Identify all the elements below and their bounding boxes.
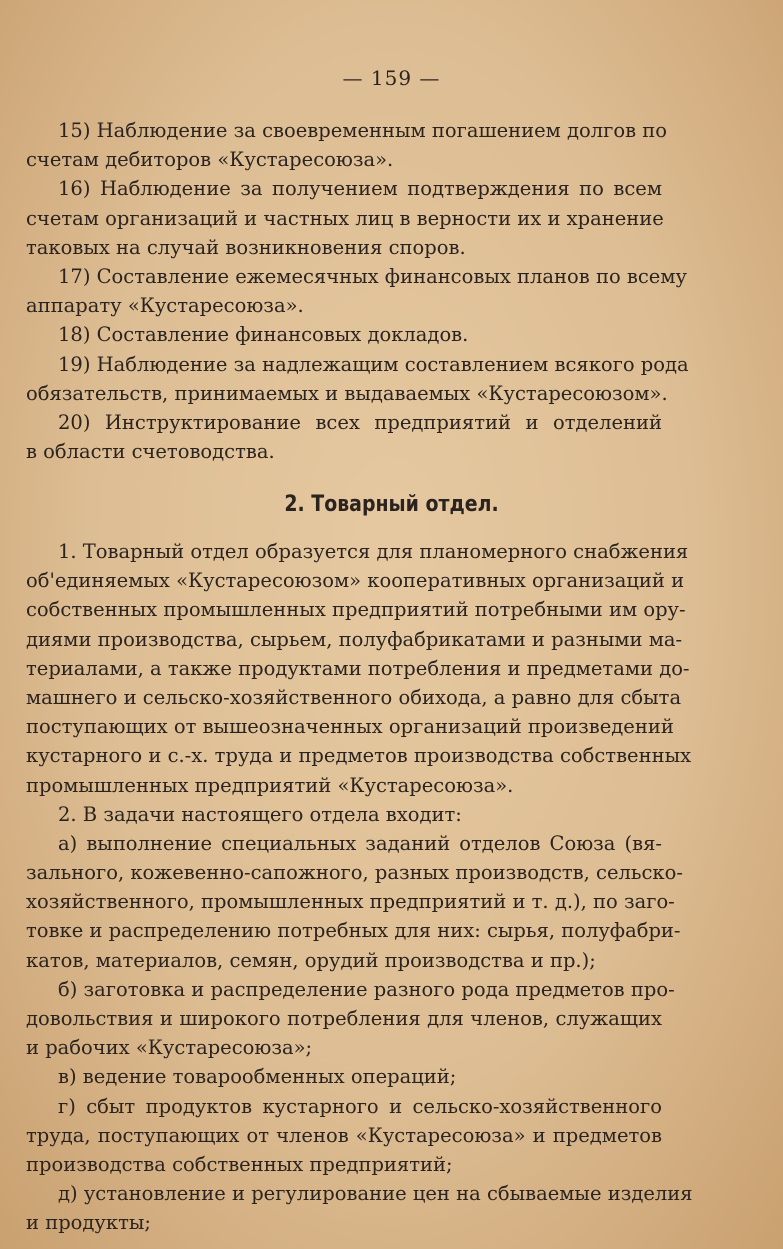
text-line: 20) Инструктирование всех предприятий и отделений	[58, 410, 662, 434]
text-line: довольствия и широкого потребления для членов, служащих	[26, 1007, 662, 1030]
text-line: хозяйственного, промышленных предприятий и т. д.), по заго-	[26, 890, 675, 914]
text-line: г) сбыт продуктов кустарного и сельско-хозяйственного	[58, 1094, 662, 1118]
text-line: диями производства, сырьем, полуфабрикатами и разными ма-	[26, 627, 683, 651]
text-line: 17) Составление ежемесячных финансовых планов по всему	[58, 264, 687, 288]
text-line: 16) Наблюдение за получением подтверждения по всем	[58, 177, 662, 201]
text-line: териалами, а также продуктами потребления и предметами до-	[26, 656, 690, 680]
text-line: б) заготовка и распределение разного рода предметов про-	[58, 977, 675, 1001]
text-line: кустарного и с.-х. труда и предметов производства собственных	[26, 744, 692, 768]
paragraph-list-financial-duties	[26, 116, 689, 466]
text-line: аппарату «Кустаресоюза».	[26, 294, 304, 318]
text-line: об'единяемых «Кустаресоюзом» кооперативных организаций и	[26, 569, 685, 593]
text-line: в области счетоводства.	[26, 440, 275, 464]
text-line: счетам дебиторов «Кустаресоюза».	[26, 148, 394, 172]
text-line: собственных промышленных предприятий потребными им ору-	[26, 598, 686, 622]
text-line: а) выполнение специальных заданий отделов Союза (вя-	[58, 831, 662, 855]
text-line: товке и распределению потребных для них: сырья, полуфабри-	[26, 919, 681, 943]
text-line: зального, кожевенно-сапожного, разных производств, сельско-	[26, 861, 683, 885]
text-line: машнего и сельско-хозяйственного обихода, а равно для сбыта	[26, 685, 682, 709]
text-line: поступающих от вышеозначенных организаций произведений	[26, 715, 674, 739]
text-line: таковых на случай возникновения споров.	[26, 235, 466, 259]
text-line: в) ведение товарообменных операций;	[58, 1065, 457, 1089]
text-line: 19) Наблюдение за надлежащим составлением всякого рода	[58, 352, 689, 376]
text-line: обязательств, принимаемых и выдаваемых «Кустаресоюзом».	[26, 381, 668, 405]
text-line: 18) Составление финансовых докладов.	[58, 323, 469, 347]
page-number: — 159 —	[342, 66, 441, 90]
text-line: труда, поступающих от членов «Кустаресоюза» и предметов	[26, 1123, 662, 1147]
text-line: д) установление и регулирование цен на сбываемые изделия	[58, 1182, 693, 1206]
text-line: 2. В задачи настоящего отдела входит:	[58, 802, 462, 826]
paragraph-list-goods-department	[26, 537, 693, 1238]
text-line: катов, материалов, семян, орудий производства и пр.);	[26, 948, 596, 972]
text-line: и продукты;	[26, 1211, 151, 1235]
text-line: производства собственных предприятий;	[26, 1152, 453, 1176]
text-line: промышленных предприятий «Кустаресоюза».	[26, 773, 514, 797]
text-line: счетам организаций и частных лиц в верности их и хранение	[26, 206, 664, 230]
section-heading: 2. Товарный отдел.	[284, 492, 499, 517]
text-line: и рабочих «Кустаресоюза»;	[26, 1036, 313, 1060]
text-line: 1. Товарный отдел образуется для планомерного снабжения	[58, 540, 689, 563]
text-line: 15) Наблюдение за своевременным погашением долгов по	[58, 119, 668, 142]
